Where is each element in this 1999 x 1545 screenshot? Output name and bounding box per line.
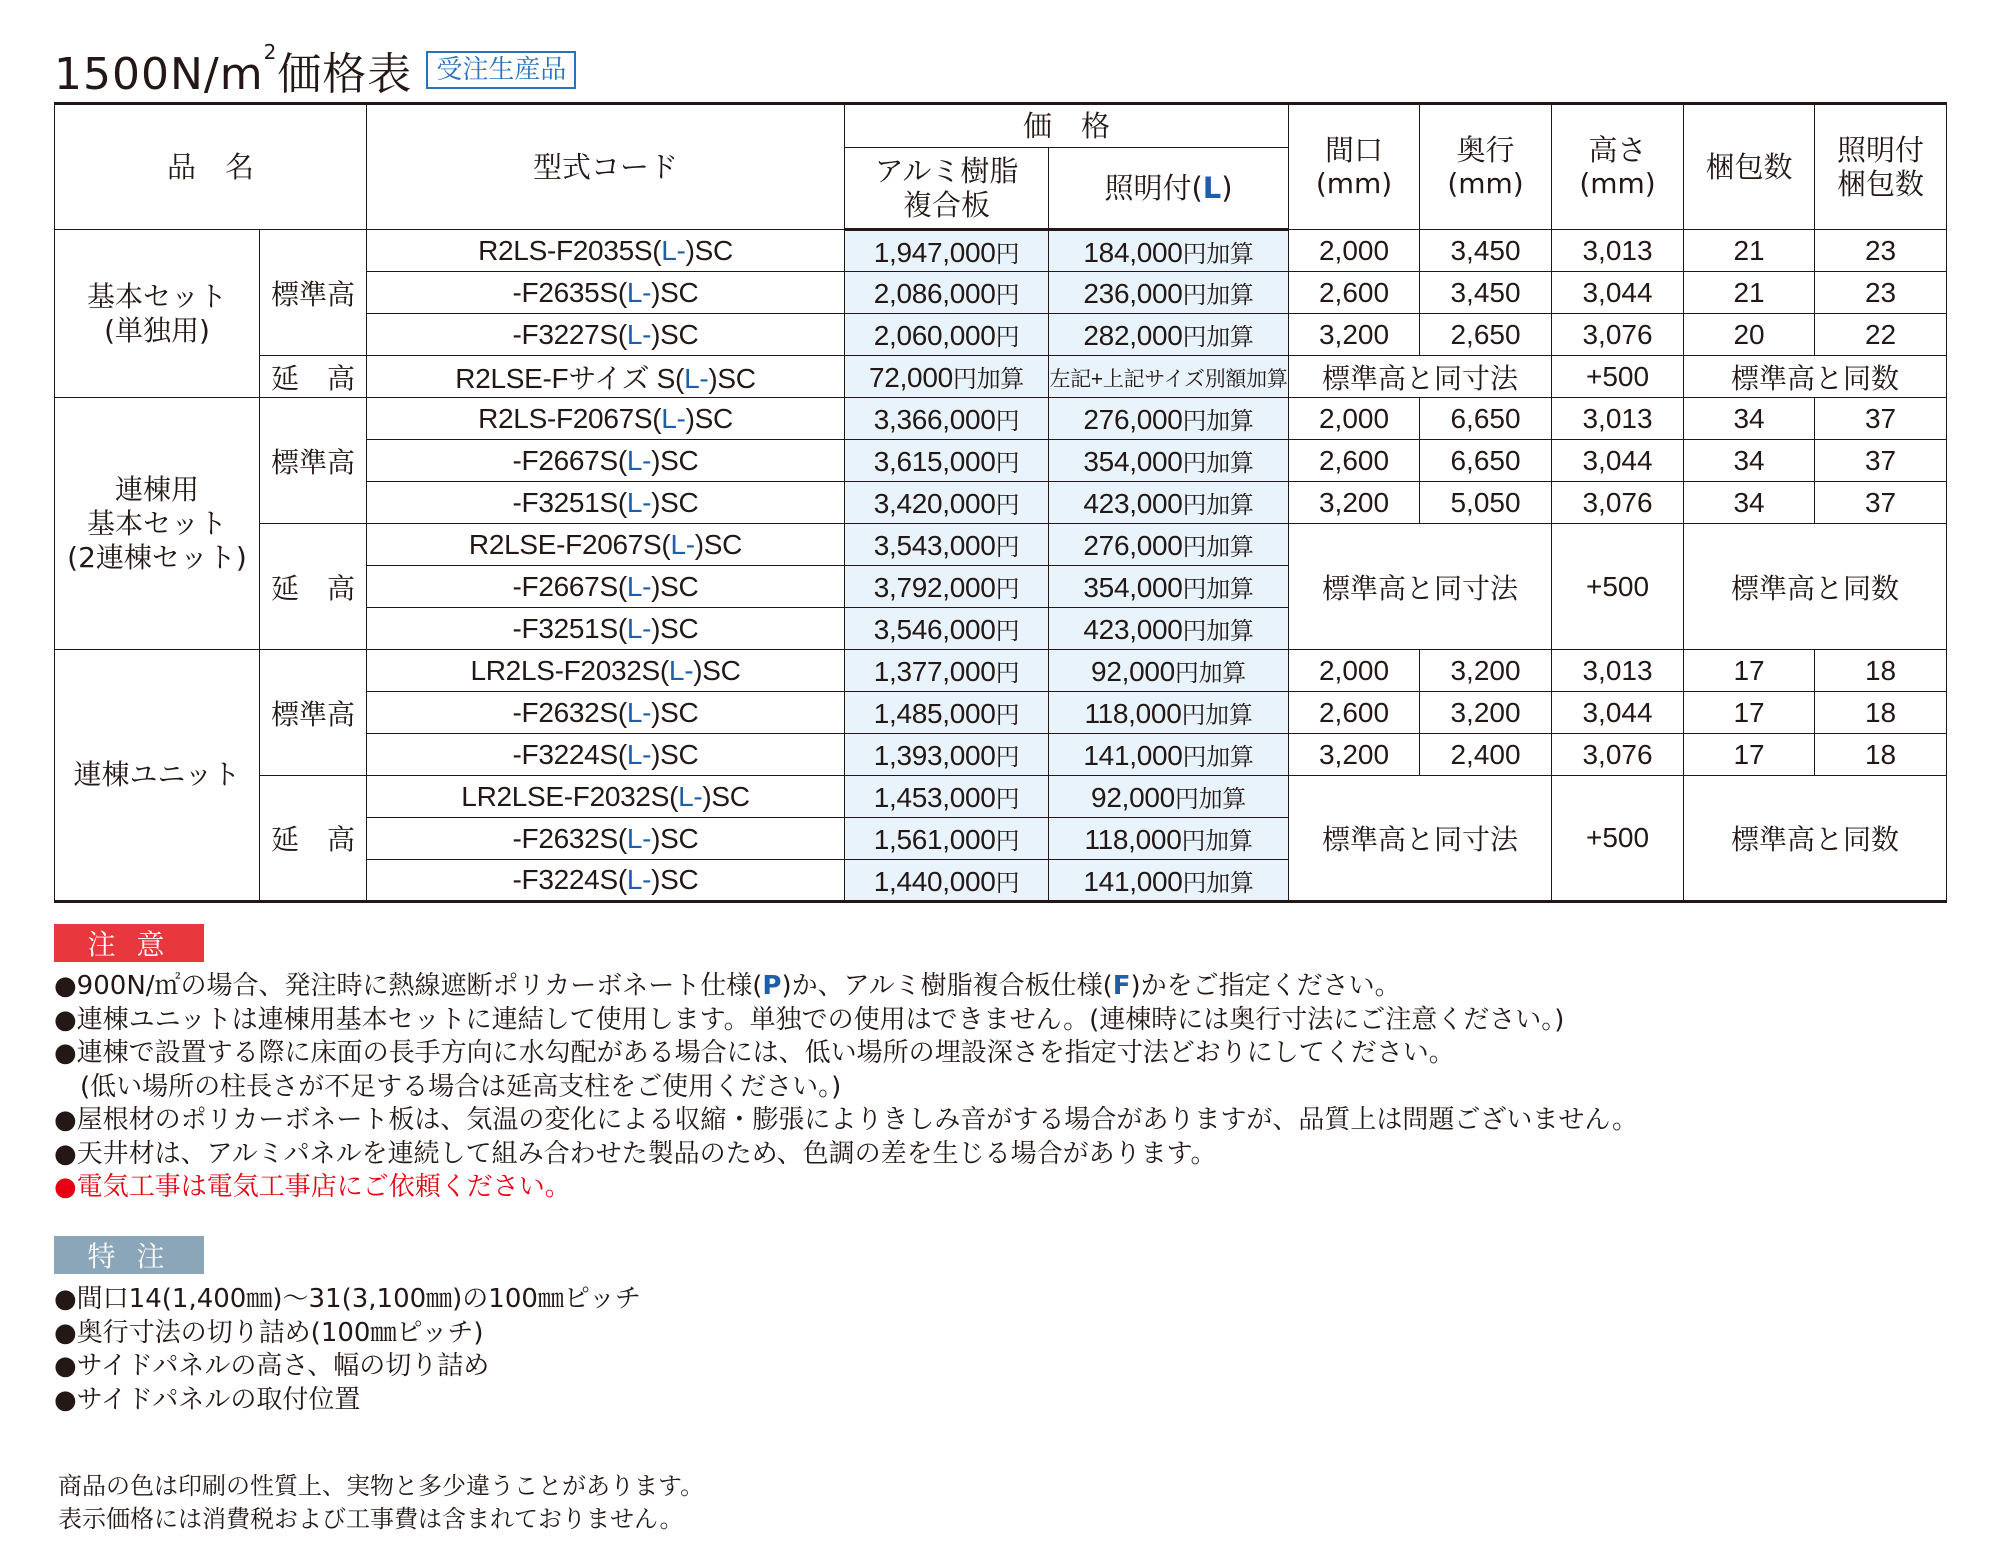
made-to-order-badge: 受注生産品 bbox=[426, 51, 576, 89]
model-code: R2LS-F2035S(L-)SC bbox=[367, 230, 845, 272]
price-table bbox=[54, 102, 1947, 903]
ext-packs-note: 標準高と同数 bbox=[1684, 776, 1947, 902]
price-alumi: 3,792,000円 bbox=[845, 566, 1049, 608]
packs-light-value: 22 bbox=[1815, 314, 1947, 356]
price-alumi: 3,366,000円 bbox=[845, 398, 1049, 440]
special-line: ●間口14(1,400㎜)〜31(3,100㎜)の100㎜ピッチ bbox=[54, 1284, 641, 1314]
caution-label: 注 意 bbox=[54, 924, 204, 962]
header-width: 間口 (mm) bbox=[1289, 104, 1420, 230]
height-value: 3,076 bbox=[1552, 482, 1684, 524]
price-light: 92,000円加算 bbox=[1049, 776, 1289, 818]
packs-light-value: 18 bbox=[1815, 692, 1947, 734]
model-code: R2LSE-Fサイズ S(L-)SC bbox=[367, 356, 845, 398]
packs-value: 34 bbox=[1684, 440, 1815, 482]
table-row bbox=[55, 776, 1947, 818]
depth-value: 2,400 bbox=[1420, 734, 1552, 776]
header-height: 高さ (mm) bbox=[1552, 104, 1684, 230]
price-alumi: 3,615,000円 bbox=[845, 440, 1049, 482]
price-light: 92,000円加算 bbox=[1049, 650, 1289, 692]
depth-value: 3,200 bbox=[1420, 692, 1552, 734]
price-light: 118,000円加算 bbox=[1049, 692, 1289, 734]
group-linked-unit: 連棟ユニット bbox=[55, 650, 260, 902]
price-alumi: 1,453,000円 bbox=[845, 776, 1049, 818]
price-light: 354,000円加算 bbox=[1049, 566, 1289, 608]
header-price-alumi: アルミ樹脂 複合板 bbox=[845, 148, 1049, 230]
model-code: -F2632S(L-)SC bbox=[367, 692, 845, 734]
packs-value: 17 bbox=[1684, 692, 1815, 734]
footer-line: 表示価格には消費税および工事費は含まれておりません。 bbox=[58, 1505, 684, 1533]
footer-notes bbox=[58, 1470, 704, 1536]
price-light: 282,000円加算 bbox=[1049, 314, 1289, 356]
depth-value: 3,450 bbox=[1420, 272, 1552, 314]
price-light: 184,000円加算 bbox=[1049, 230, 1289, 272]
width-value: 3,200 bbox=[1289, 482, 1420, 524]
table-row bbox=[55, 356, 1947, 398]
height-value: 3,044 bbox=[1552, 440, 1684, 482]
price-alumi: 2,086,000円 bbox=[845, 272, 1049, 314]
model-code: R2LS-F2067S(L-)SC bbox=[367, 398, 845, 440]
caution-line: ●屋根材のポリカーボネート板は、気温の変化による収縮・膨張によりきしみ音がする場合がありますが、品質上は問題ございません。 bbox=[54, 1105, 1638, 1135]
height-value: 3,076 bbox=[1552, 314, 1684, 356]
special-order-notes bbox=[54, 1283, 641, 1417]
caution-line: (低い場所の柱長さが不足する場合は延高支柱をご使用ください。) bbox=[54, 1071, 842, 1102]
table-row bbox=[55, 650, 1947, 692]
width-value: 2,600 bbox=[1289, 692, 1420, 734]
height-type-label: 延 高 bbox=[260, 524, 367, 650]
width-value: 2,000 bbox=[1289, 650, 1420, 692]
packs-value: 17 bbox=[1684, 650, 1815, 692]
width-value: 2,600 bbox=[1289, 440, 1420, 482]
packs-light-value: 23 bbox=[1815, 230, 1947, 272]
ext-packs-note: 標準高と同数 bbox=[1684, 524, 1947, 650]
height-value: 3,013 bbox=[1552, 230, 1684, 272]
special-order-label: 特 注 bbox=[54, 1236, 204, 1274]
table-row bbox=[55, 524, 1947, 566]
price-alumi: 1,485,000円 bbox=[845, 692, 1049, 734]
height-type-label: 延 高 bbox=[260, 776, 367, 902]
height-value: 3,013 bbox=[1552, 650, 1684, 692]
packs-value: 34 bbox=[1684, 482, 1815, 524]
table-row bbox=[55, 230, 1947, 272]
packs-value: 34 bbox=[1684, 398, 1815, 440]
width-value: 2,000 bbox=[1289, 230, 1420, 272]
model-code: -F3224S(L-)SC bbox=[367, 734, 845, 776]
caution-line: ●連棟ユニットは連棟用基本セットに連結して使用します。単独での使用はできません。(連棟時には奥行寸法にご注意ください。) bbox=[54, 1004, 1565, 1035]
caution-line: ●900N/㎡の場合、発注時に熱線遮断ポリカーボネート仕様(P)か、アルミ樹脂複合板仕様(F)かをご指定ください。 bbox=[54, 971, 1401, 1001]
price-light: 423,000円加算 bbox=[1049, 608, 1289, 650]
price-alumi: 1,561,000円 bbox=[845, 818, 1049, 860]
model-code: R2LSE-F2067S(L-)SC bbox=[367, 524, 845, 566]
price-alumi: 3,543,000円 bbox=[845, 524, 1049, 566]
height-value: 3,044 bbox=[1552, 692, 1684, 734]
height-type-label: 標準高 bbox=[260, 230, 367, 356]
header-price-light: 照明付(L) bbox=[1049, 148, 1289, 230]
ext-height-note: +500 bbox=[1552, 356, 1684, 398]
price-alumi: 1,393,000円 bbox=[845, 734, 1049, 776]
depth-value: 2,650 bbox=[1420, 314, 1552, 356]
price-alumi: 1,377,000円 bbox=[845, 650, 1049, 692]
price-light: 118,000円加算 bbox=[1049, 818, 1289, 860]
price-light: 276,000円加算 bbox=[1049, 398, 1289, 440]
ext-dim-note: 標準高と同寸法 bbox=[1289, 524, 1552, 650]
price-light: 141,000円加算 bbox=[1049, 734, 1289, 776]
model-code: -F2635S(L-)SC bbox=[367, 272, 845, 314]
header-price: 価 格 bbox=[845, 104, 1289, 148]
height-value: 3,013 bbox=[1552, 398, 1684, 440]
width-value: 3,200 bbox=[1289, 734, 1420, 776]
model-code: -F3224S(L-)SC bbox=[367, 860, 845, 902]
header-depth: 奥行 (mm) bbox=[1420, 104, 1552, 230]
caution-line: ●天井材は、アルミパネルを連続して組み合わせた製品のため、色調の差を生じる場合があります。 bbox=[54, 1138, 1217, 1169]
special-line: ●サイドパネルの高さ、幅の切り詰め bbox=[54, 1351, 490, 1381]
model-code: -F2667S(L-)SC bbox=[367, 440, 845, 482]
packs-value: 20 bbox=[1684, 314, 1815, 356]
special-line: ●サイドパネルの取付位置 bbox=[54, 1384, 361, 1415]
model-code: -F2632S(L-)SC bbox=[367, 818, 845, 860]
price-alumi: 3,546,000円 bbox=[845, 608, 1049, 650]
price-alumi: 1,947,000円 bbox=[845, 230, 1049, 272]
group-basic-set: 基本セット (単独用) bbox=[55, 230, 260, 398]
width-value: 2,000 bbox=[1289, 398, 1420, 440]
page-title: $1500N/m^2$価格表 bbox=[54, 40, 413, 100]
price-light: 276,000円加算 bbox=[1049, 524, 1289, 566]
packs-value: 17 bbox=[1684, 734, 1815, 776]
height-type-label: 延 高 bbox=[260, 356, 367, 398]
ext-height-note: +500 bbox=[1552, 776, 1684, 902]
model-code: -F2667S(L-)SC bbox=[367, 566, 845, 608]
price-alumi: 2,060,000円 bbox=[845, 314, 1049, 356]
height-type-label: 標準高 bbox=[260, 650, 367, 776]
packs-light-value: 23 bbox=[1815, 272, 1947, 314]
caution-line-red: ●電気工事は電気工事店にご依頼ください。 bbox=[54, 1172, 571, 1202]
ext-dim-note: 標準高と同寸法 bbox=[1289, 356, 1552, 398]
caution-notes bbox=[54, 970, 1638, 1205]
title-row bbox=[54, 40, 576, 100]
model-code: LR2LSE-F2032S(L-)SC bbox=[367, 776, 845, 818]
packs-light-value: 37 bbox=[1815, 482, 1947, 524]
ext-packs-note: 標準高と同数 bbox=[1684, 356, 1947, 398]
depth-value: 3,200 bbox=[1420, 650, 1552, 692]
model-code: LR2LS-F2032S(L-)SC bbox=[367, 650, 845, 692]
ext-dim-note: 標準高と同寸法 bbox=[1289, 776, 1552, 902]
header-name: 品 名 bbox=[55, 104, 367, 230]
price-alumi: 3,420,000円 bbox=[845, 482, 1049, 524]
packs-light-value: 18 bbox=[1815, 734, 1947, 776]
price-light: 354,000円加算 bbox=[1049, 440, 1289, 482]
price-light: 141,000円加算 bbox=[1049, 860, 1289, 902]
price-light: 左記+上記サイズ別額加算 bbox=[1049, 356, 1289, 398]
height-type-label: 標準高 bbox=[260, 398, 367, 524]
depth-value: 6,650 bbox=[1420, 440, 1552, 482]
height-value: 3,044 bbox=[1552, 272, 1684, 314]
header-packs: 梱包数 bbox=[1684, 104, 1815, 230]
price-light: 236,000円加算 bbox=[1049, 272, 1289, 314]
price-alumi: 1,440,000円 bbox=[845, 860, 1049, 902]
packs-value: 21 bbox=[1684, 272, 1815, 314]
depth-value: 3,450 bbox=[1420, 230, 1552, 272]
packs-light-value: 37 bbox=[1815, 398, 1947, 440]
depth-value: 6,650 bbox=[1420, 398, 1552, 440]
table-row bbox=[55, 398, 1947, 440]
model-code: -F3227S(L-)SC bbox=[367, 314, 845, 356]
caution-line: ●連棟で設置する際に床面の長手方向に水勾配がある場合には、低い場所の埋設深さを指定寸法どおりにしてください。 bbox=[54, 1038, 1455, 1068]
header-packs-light: 照明付 梱包数 bbox=[1815, 104, 1947, 230]
width-value: 2,600 bbox=[1289, 272, 1420, 314]
packs-light-value: 18 bbox=[1815, 650, 1947, 692]
price-alumi: 72,000円加算 bbox=[845, 356, 1049, 398]
price-light: 423,000円加算 bbox=[1049, 482, 1289, 524]
packs-light-value: 37 bbox=[1815, 440, 1947, 482]
header-code: 型式コード bbox=[367, 104, 845, 230]
width-value: 3,200 bbox=[1289, 314, 1420, 356]
model-code: -F3251S(L-)SC bbox=[367, 482, 845, 524]
depth-value: 5,050 bbox=[1420, 482, 1552, 524]
packs-value: 21 bbox=[1684, 230, 1815, 272]
model-code: -F3251S(L-)SC bbox=[367, 608, 845, 650]
group-linked-basic-set: 連棟用 基本セット (2連棟セット) bbox=[55, 398, 260, 650]
footer-line: 商品の色は印刷の性質上、実物と多少違うことがあります。 bbox=[58, 1472, 705, 1500]
special-line: ●奥行寸法の切り詰め(100㎜ピッチ) bbox=[54, 1317, 484, 1348]
height-value: 3,076 bbox=[1552, 734, 1684, 776]
ext-height-note: +500 bbox=[1552, 524, 1684, 650]
